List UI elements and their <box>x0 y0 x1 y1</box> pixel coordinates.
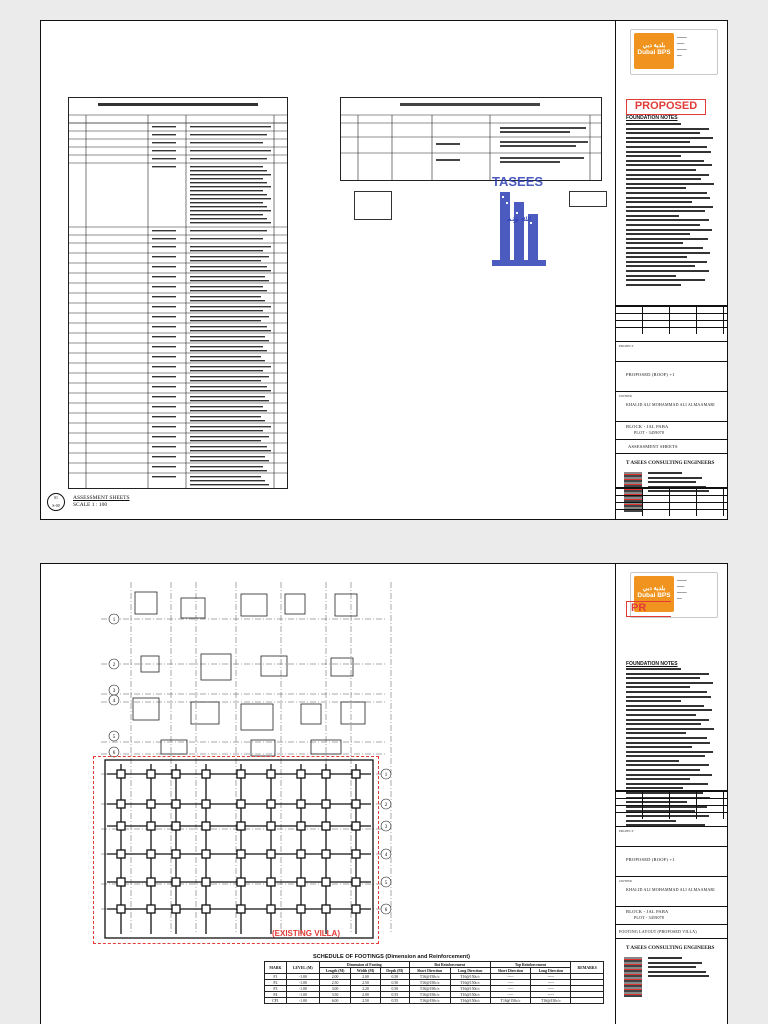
schedule-cell: ----- <box>531 992 571 998</box>
schedule-cell: CF1 <box>265 998 287 1004</box>
group-top: Top Reinforcement <box>490 962 571 968</box>
sheet-title-row-2 <box>616 924 727 939</box>
project-name-row-2 <box>616 846 727 877</box>
foundation-notes-title: FOUNDATION NOTES <box>626 115 678 121</box>
proposed-stamp: PROPOSED <box>626 99 706 115</box>
owner-name-2: KHALID ALI MOHAMMAD ALI ALMAAMARI <box>626 887 715 892</box>
schedule-cell: ----- <box>531 986 571 992</box>
col-depth: Depth (M) <box>380 968 409 974</box>
grid-bubble-right-label: 4 <box>384 853 388 858</box>
col-top-long: Long Direction <box>531 968 571 974</box>
schedule-cell: 2.50 <box>351 980 381 986</box>
project-name-row <box>616 361 727 392</box>
schedule-cell: T16@150c/c <box>531 998 571 1004</box>
handwritten-signature: ﷲ ﻮﺘ‍ﻤ <box>507 214 526 223</box>
schedule-cell: 2.50 <box>319 980 350 986</box>
col-level: LEVEL (M) <box>286 962 319 974</box>
schedule-cell: T16@150c/c <box>450 998 490 1004</box>
schedule-cell: 2.20 <box>351 986 381 992</box>
sheet-title: ASSESSMENT SHEETS <box>628 444 678 449</box>
existing-villa-label: (EXISTING VILLA) <box>272 929 340 938</box>
project-row-2: PROJECT <box>616 826 727 847</box>
schedule-cell: -1.00 <box>286 998 319 1004</box>
schedule-cell: F2 <box>265 980 287 986</box>
col-length: Length (M) <box>319 968 350 974</box>
location-block-2: BLOCK - JAL PABA <box>626 909 669 914</box>
schedule-cell: 6.00 <box>319 998 350 1004</box>
schedule-cell: ----- <box>531 980 571 986</box>
grid-bubble-left-label: 5 <box>112 735 116 740</box>
foundation-notes-title-2: FOUNDATION NOTES <box>626 661 678 667</box>
checklist-table-left <box>68 97 288 489</box>
logo-brand-2: Dubai BPS <box>637 592 671 599</box>
schedule-cell: T16@150c/c <box>409 992 450 998</box>
schedule-cell: ----- <box>490 992 531 998</box>
company-logo-2 <box>624 957 642 997</box>
schedule-cell: 0.50 <box>380 986 409 992</box>
schedule-cell: T16@150c/c <box>450 986 490 992</box>
caption-scale: SCALE 1 : 100 <box>73 502 108 508</box>
location-plot: PLOT - 3459078 <box>634 430 665 435</box>
grid-bubble-right-label: 3 <box>384 825 388 830</box>
schedule-cell: T16@150c/c <box>409 980 450 986</box>
location-block: BLOCK - JAL PABA <box>626 424 669 429</box>
drawing-sheet-assessment <box>40 20 728 520</box>
view-reference-circle <box>47 493 65 511</box>
schedule-row <box>265 998 604 1004</box>
schedule-cell: 3.00 <box>319 986 350 992</box>
company-name-2: T ASEES CONSULTING ENGINEERS <box>626 945 715 951</box>
grid-bubble-right-label: 6 <box>384 908 388 913</box>
schedule-cell: T16@150c/c <box>490 998 531 1004</box>
foundation-notes-text <box>626 123 718 288</box>
grid-bubble-left-label: 1 <box>112 618 116 623</box>
logo-arabic-2: بلدية دبي <box>642 586 666 592</box>
schedule-cell: T16@150c/c <box>409 974 450 980</box>
schedule-cell: F4 <box>265 992 287 998</box>
col-bot-long: Long Direction <box>450 968 490 974</box>
schedule-cell: 0.50 <box>380 980 409 986</box>
grid-bubble-right-label: 5 <box>384 881 388 886</box>
grid-bubble-left-label: 6 <box>112 751 116 756</box>
schedule-cell: 2.00 <box>319 974 350 980</box>
title-block <box>615 21 727 519</box>
existing-villa-boundary <box>93 756 379 944</box>
dubai-bps-logo-2: بلدية دبي Dubai BPS ━━━━ ━━━ ━━━━ ━━ <box>630 572 718 618</box>
schedule-cell: -1.00 <box>286 986 319 992</box>
location-row-2 <box>616 906 727 925</box>
checklist-table-right <box>340 97 602 181</box>
schedule-cell: 3.50 <box>319 992 350 998</box>
owner-row: OWNER KHALID ALI MOHAMMAD ALI ALMAAMARI <box>616 391 727 422</box>
project-name-2: PROPOSED (ROOF) +1 <box>626 857 675 862</box>
view-sheet-ref: S-00 <box>52 503 60 508</box>
schedule-cell: F1 <box>265 974 287 980</box>
grid-bubble-left-label: 2 <box>112 663 116 668</box>
company-row-2 <box>616 938 727 1024</box>
schedule-cell: 0.50 <box>380 974 409 980</box>
group-bot: Bot Reinforcement <box>409 962 490 968</box>
schedule-cell: 0.55 <box>380 998 409 1004</box>
project-row: PROJECT <box>616 341 727 362</box>
schedule-cell: T16@150c/c <box>409 998 450 1004</box>
schedule-cell: -1.00 <box>286 980 319 986</box>
schedule-cell: ----- <box>490 974 531 980</box>
schedule-cell: T16@150c/c <box>450 974 490 980</box>
owner-name: KHALID ALI MOHAMMAD ALI ALMAAMARI <box>626 402 715 407</box>
col-bot-short: Short Direction <box>409 968 450 974</box>
location-plot-2: PLOT - 3459078 <box>634 915 665 920</box>
logo-brand: Dubai BPS <box>637 49 671 56</box>
revision-grid <box>616 305 727 334</box>
grid-bubble-right-label: 1 <box>384 773 388 778</box>
footing-schedule-table <box>264 961 604 1004</box>
schedule-cell: T16@150c/c <box>409 986 450 992</box>
logo-arabic: بلدية دبي <box>642 43 666 49</box>
schedule-cell: T16@150c/c <box>450 980 490 986</box>
grid-bubble-left-label: 3 <box>112 689 116 694</box>
schedule-cell: 0.55 <box>380 992 409 998</box>
dubai-bps-logo: بلدية دبي Dubai BPS ━━━━ ━━━ ━━━━ ━━ <box>630 29 718 75</box>
schedule-cell: T16@150c/c <box>450 992 490 998</box>
caption-title: ASSESSMENT SHEETS <box>73 495 130 501</box>
bottom-grid <box>616 487 727 516</box>
schedule-cell: 2.00 <box>351 992 381 998</box>
proposed-stamp-2: PR <box>626 601 671 617</box>
schedule-cell: 2.00 <box>351 974 381 980</box>
title-block-2 <box>615 564 727 1024</box>
grid-bubble-right-label: 2 <box>384 803 388 808</box>
schedule-cell: ----- <box>490 980 531 986</box>
drawing-sheet-footing-layout <box>40 563 728 1024</box>
schedule-cell: -1.00 <box>286 974 319 980</box>
schedule-cell: -1.00 <box>286 992 319 998</box>
schedule-cell: F3 <box>265 986 287 992</box>
revision-grid-2 <box>616 790 727 819</box>
project-name: PROPOSED (ROOF) +1 <box>626 372 675 377</box>
group-dimension: Dimension of Footing <box>319 962 409 968</box>
schedule-cell: 2.50 <box>351 998 381 1004</box>
signature-box-right <box>569 191 607 207</box>
sheet-title-row <box>616 439 727 454</box>
col-top-short: Short Direction <box>490 968 531 974</box>
col-width: Width (M) <box>351 968 381 974</box>
schedule-title: SCHEDULE OF FOOTINGS (Dimension and Reinforcement) <box>313 954 470 960</box>
svg-text:TASEES: TASEES <box>492 174 544 189</box>
sheet-title-2: FOOTING LAYOUT (PROPOSED VILLA) <box>619 929 697 934</box>
owner-row-2: OWNER KHALID ALI MOHAMMAD ALI ALMAAMARI <box>616 876 727 907</box>
schedule-cell: ----- <box>531 974 571 980</box>
location-row <box>616 421 727 440</box>
col-mark: MARK <box>265 962 287 974</box>
schedule-cell: ----- <box>490 986 531 992</box>
col-remarks: REMARKS <box>571 962 604 974</box>
company-name: T ASEES CONSULTING ENGINEERS <box>626 460 715 466</box>
schedule-cell <box>571 998 604 1004</box>
grid-bubble-left-label: 4 <box>112 699 116 704</box>
signature-box-left-2 <box>354 205 392 220</box>
view-number: 01 <box>54 495 58 500</box>
